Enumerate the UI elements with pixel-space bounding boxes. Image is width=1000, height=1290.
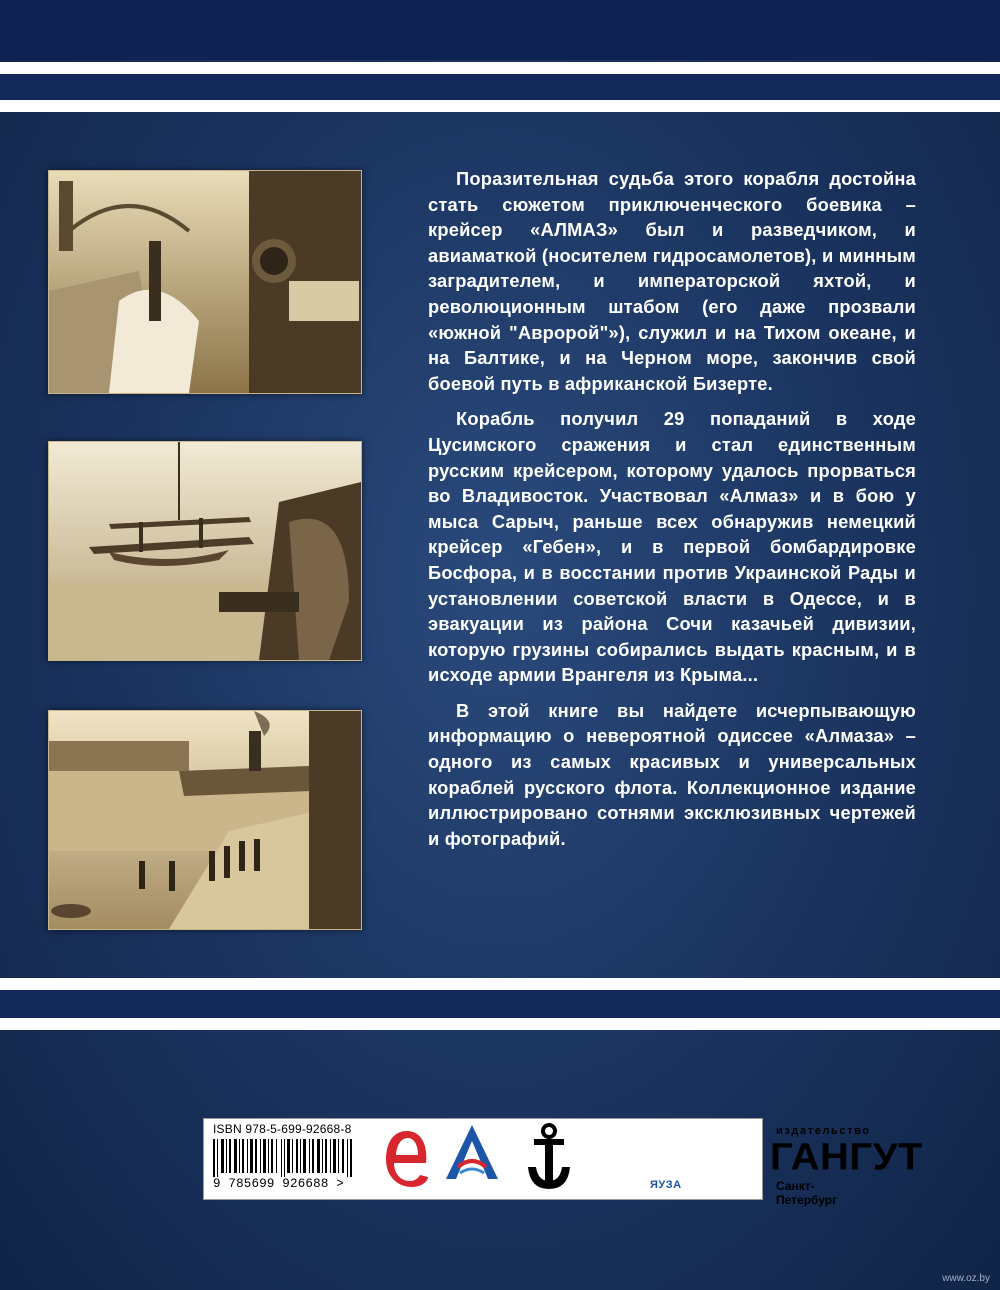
barcode bbox=[213, 1139, 373, 1177]
isbn-digits: 9 785699 926688 > bbox=[213, 1177, 344, 1191]
eksmo-logo-icon bbox=[382, 1127, 432, 1191]
gangut-city: Санкт-Петербург bbox=[776, 1179, 838, 1207]
paragraph-3: В этой книге вы найдете исчерпывающую информацию о невероятной одиссее «Алмаза» – одного из самых красивых и универсальных кораблей русского флота. Коллекционное издание иллюстрировано сотнями эксклюзивных чертежей и фотографий. bbox=[428, 699, 916, 849]
bottom-stripe-1 bbox=[0, 978, 1000, 990]
gangut-prefix: издательство bbox=[776, 1125, 871, 1137]
publisher-panel bbox=[203, 1118, 923, 1207]
yauza-logo-icon bbox=[444, 1123, 500, 1181]
isbn-label: ISBN 978-5-699-92668-8 bbox=[213, 1122, 352, 1136]
top-band bbox=[0, 0, 1000, 60]
photo-harbour bbox=[48, 710, 362, 930]
watermark: www.oz.by bbox=[942, 1273, 990, 1284]
top-band-2 bbox=[0, 74, 1000, 100]
yauza-label: ЯУЗА bbox=[650, 1179, 682, 1191]
photo-seaplane bbox=[48, 441, 362, 661]
paragraph-1: Поразительная судьба этого корабля достойна стать сюжетом приключенческого боевика – крейсер «АЛМАЗ» был и разведчиком, и авиаматкой (носителем гидросамолетов), и минным заградителем, и императорской яхтой, и революционным штабом (его даже прозвали «южной "Авророй"»), служил и на Тихом океане, и на Балтике, и на Черном море, закончив свой боевой путь в африканской Бизерте. bbox=[428, 168, 916, 394]
anchor-icon bbox=[526, 1123, 572, 1193]
description-text bbox=[428, 166, 916, 861]
gangut-name: ГАНГУТ bbox=[770, 1136, 923, 1178]
bottom-band bbox=[0, 990, 1000, 1018]
paragraph-2: Корабль получил 29 попаданий в ходе Цусимского сражения и стал единственным русским крейсером, которому удалось прорваться во Владивосток. Участвовал «Алмаз» и в бою у мыса Сарыч, раньше всех обнаружив немецкий крейсер «Гебен», и в первой бомбардировке Босфора, и в восстании против Украинской Рады и установлении советской власти в Одессе, и в эвакуации из района Сочи казачьей дивизии, которую грузины собирались выдать красным, и в исходе армии Врангеля из Крыма... bbox=[428, 408, 916, 686]
top-stripe-1 bbox=[0, 62, 1000, 74]
photo-ship-deck bbox=[48, 170, 362, 394]
top-stripe-2 bbox=[0, 100, 1000, 112]
bottom-stripe-2 bbox=[0, 1018, 1000, 1030]
